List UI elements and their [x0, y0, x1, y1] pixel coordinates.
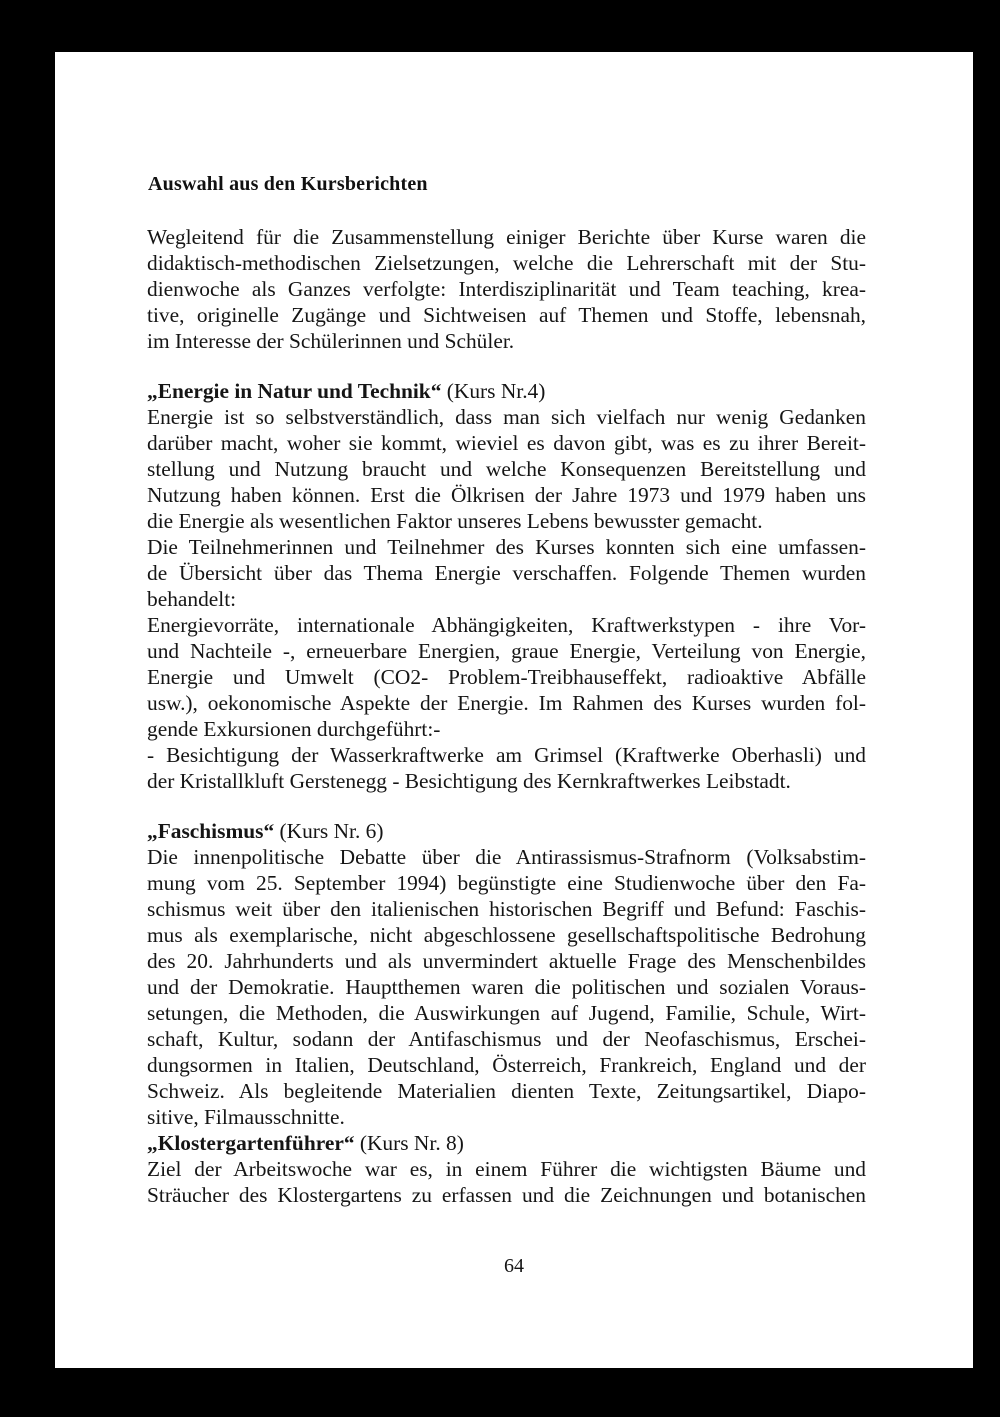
paragraph-line: behandelt: — [147, 587, 237, 611]
section-title: „Klostergartenführer“ — [147, 1131, 355, 1155]
paragraph-line: der Kristallkluft Gerstenegg - Besichtigung des Kernkraftwerkes Leibstadt. — [147, 769, 791, 793]
paragraph-line: gende Exkursionen durchgeführt:- — [147, 717, 441, 741]
paragraph-line: Schweiz. Als begleitende Materialien dienten Texte, Zeitungsartikel, Diapo- — [147, 1079, 866, 1103]
paragraph-line: Ziel der Arbeitswoche war es, in einem Führer die wichtigsten Bäume und — [147, 1157, 866, 1181]
page-heading: Auswahl aus den Kursberichten — [148, 173, 428, 195]
section-title: „Energie in Natur und Technik“ — [147, 379, 442, 403]
paragraph-line: des 20. Jahrhunderts und als unvermindert aktuelle Frage des Menschenbildes — [147, 949, 866, 973]
document-page — [55, 52, 973, 1368]
paragraph-line: Nutzung haben können. Erst die Ölkrisen der Jahre 1973 und 1979 haben uns — [147, 483, 866, 507]
section-energie-header — [147, 378, 866, 404]
paragraph-line: Die Teilnehmerinnen und Teilnehmer des Kurses konnten sich eine umfassen- — [147, 535, 866, 559]
paragraph-line: dungsormen in Italien, Deutschland, Österreich, Frankreich, England und der — [147, 1053, 866, 1077]
course-number: (Kurs Nr. 8) — [354, 1131, 464, 1155]
paragraph-line: usw.), oekonomische Aspekte der Energie. Im Rahmen des Kurses wurden fol- — [147, 691, 866, 715]
intro-line: didaktisch-methodischen Zielsetzungen, welche die Lehrerschaft mit der Stu- — [147, 251, 866, 275]
paragraph-line: sitive, Filmausschnitte. — [147, 1105, 345, 1129]
course-number: (Kurs Nr.4) — [441, 379, 546, 403]
intro-line: tive, originelle Zugänge und Sichtweisen auf Themen und Stoffe, lebensnah, — [147, 303, 866, 327]
intro-line: dienwoche als Ganzes verfolgte: Interdisziplinarität und Team teaching, krea- — [147, 277, 866, 301]
paragraph-line: Sträucher des Klostergartens zu erfassen und die Zeichnungen und botanischen — [147, 1183, 866, 1207]
section-klostergarten-header — [147, 1130, 866, 1156]
paragraph-line: Energievorräte, internationale Abhängigkeiten, Kraftwerkstypen - ihre Vor- — [147, 613, 866, 637]
intro-line: Wegleitend für die Zusammenstellung einiger Berichte über Kurse waren die — [147, 225, 866, 249]
course-number: (Kurs Nr. 6) — [274, 819, 384, 843]
paragraph-line: Energie ist so selbstverständlich, dass man sich vielfach nur wenig Gedanken — [147, 405, 866, 429]
paragraph-line: die Energie als wesentlichen Faktor unseres Lebens bewusster gemacht. — [147, 509, 763, 533]
paragraph-line: Die innenpolitische Debatte über die Antirassismus-Strafnorm (Volksabstim- — [147, 845, 866, 869]
paragraph-line: de Übersicht über das Thema Energie verschaffen. Folgende Themen wurden — [147, 561, 866, 585]
section-faschismus-header — [147, 818, 866, 844]
paragraph-line: und Nachteile -, erneuerbare Energien, graue Energie, Verteilung von Energie, — [147, 639, 866, 663]
page-number: 64 — [504, 1255, 524, 1277]
paragraph-line: setungen, die Methoden, die Auswirkungen auf Jugend, Familie, Schule, Wirt- — [147, 1001, 866, 1025]
paragraph-line: und der Demokratie. Hauptthemen waren die politischen und sozialen Voraus- — [147, 975, 866, 999]
section-title: „Faschismus“ — [147, 819, 275, 843]
paragraph-line: darüber macht, woher sie kommt, wieviel es davon gibt, was es zu ihrer Bereit- — [147, 431, 866, 455]
paragraph-line: stellung und Nutzung braucht und welche Konsequenzen Bereitstellung und — [147, 457, 866, 481]
paragraph-line: schaft, Kultur, sodann der Antifaschismus und der Neofaschismus, Erschei- — [147, 1027, 866, 1051]
intro-line: im Interesse der Schülerinnen und Schüler. — [147, 329, 515, 353]
paragraph-line: schismus weit über den italienischen historischen Begriff und Befund: Faschis- — [147, 897, 866, 921]
paragraph-line: mus als exemplarische, nicht abgeschlossene gesellschaftspolitische Bedrohung — [147, 923, 866, 947]
paragraph-line: mung vom 25. September 1994) begünstigte eine Studienwoche über den Fa- — [147, 871, 866, 895]
paragraph-line: - Besichtigung der Wasserkraftwerke am Grimsel (Kraftwerke Oberhasli) und — [147, 743, 866, 767]
paragraph-line: Energie und Umwelt (CO2- Problem-Treibhauseffekt, radioaktive Abfälle — [147, 665, 866, 689]
